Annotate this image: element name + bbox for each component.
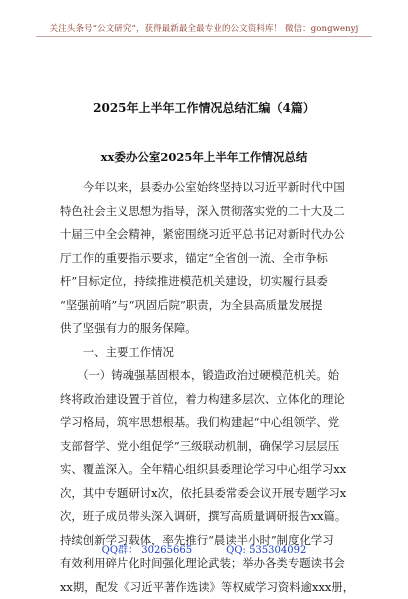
paragraph-line: 学习格局，筑牢思想根基。我们构建起“中心组领学、党 [60,411,360,435]
paragraph-line: 厅工作的重要指示要求，锚定“全省创一流、全市争标 [60,247,360,271]
paragraph-line: 供了坚强有力的服务保障。 [60,317,360,341]
section-title: xx委办公室2025年上半年工作情况总结 [0,149,408,165]
paragraph-line: 杆”目标定位，持续推进模范机关建设，切实履行县委 [60,270,360,294]
paragraph-line: 持续创新学习载体，率先推行“晨读半小时”制度化学习 [60,529,360,553]
paragraph-line: 终将政治建设置于首位，着力构建多层次、立体化的理论 [60,388,360,412]
paragraph-line: 十届三中全会精神，紧密围绕习近平总书记对新时代办公 [60,223,360,247]
footer-contact [0,541,408,556]
paragraph-line: 今年以来，县委办公室始终坚持以习近平新时代中国 [60,176,360,200]
footer-qq: QQ: 535304092 [226,545,306,556]
paragraph-line: 实、覆盖深入。全年精心组织县委理论学习中心组学习xx [60,458,360,482]
paragraph-line: （一）铸魂强基固根本，锻造政治过硬模范机关。始 [60,364,360,388]
paragraph-line: xx期，配发《习近平著作选读》等权威学习资料逾xxx册， [60,576,360,599]
footer-qq-group: QQ群： 30265665 [102,541,192,556]
document-title: 2025年上半年工作情况总结汇编（4篇） [0,99,408,116]
paragraph-line: 有效利用碎片化时间强化理论武装；举办各类专题读书会 [60,552,360,576]
paragraph-line: 次，班子成员带头深入调研，撰写高质量调研报告xx篇。 [60,505,360,529]
subheading-line: 一、主要工作情况 [60,341,360,365]
paragraph-line: 特色社会主义思想为指导，深入贯彻落实党的二十大及二 [60,200,360,224]
header-divider [36,36,372,37]
paragraph-line: 支部督学、党小组促学”三级联动机制，确保学习层层压 [60,435,360,459]
paragraph-line: 次，其中专题研讨x次，依托县委常委会议开展专题学习x [60,482,360,506]
body-text [60,176,360,599]
header-promo-note: 关注头条号“公文研究”，获得最新最全最专业的公文资料库！ 微信：gongwenyj [0,22,408,34]
paragraph-line: “坚强前哨”与“巩固后院”职责，为全县高质量发展提 [60,294,360,318]
